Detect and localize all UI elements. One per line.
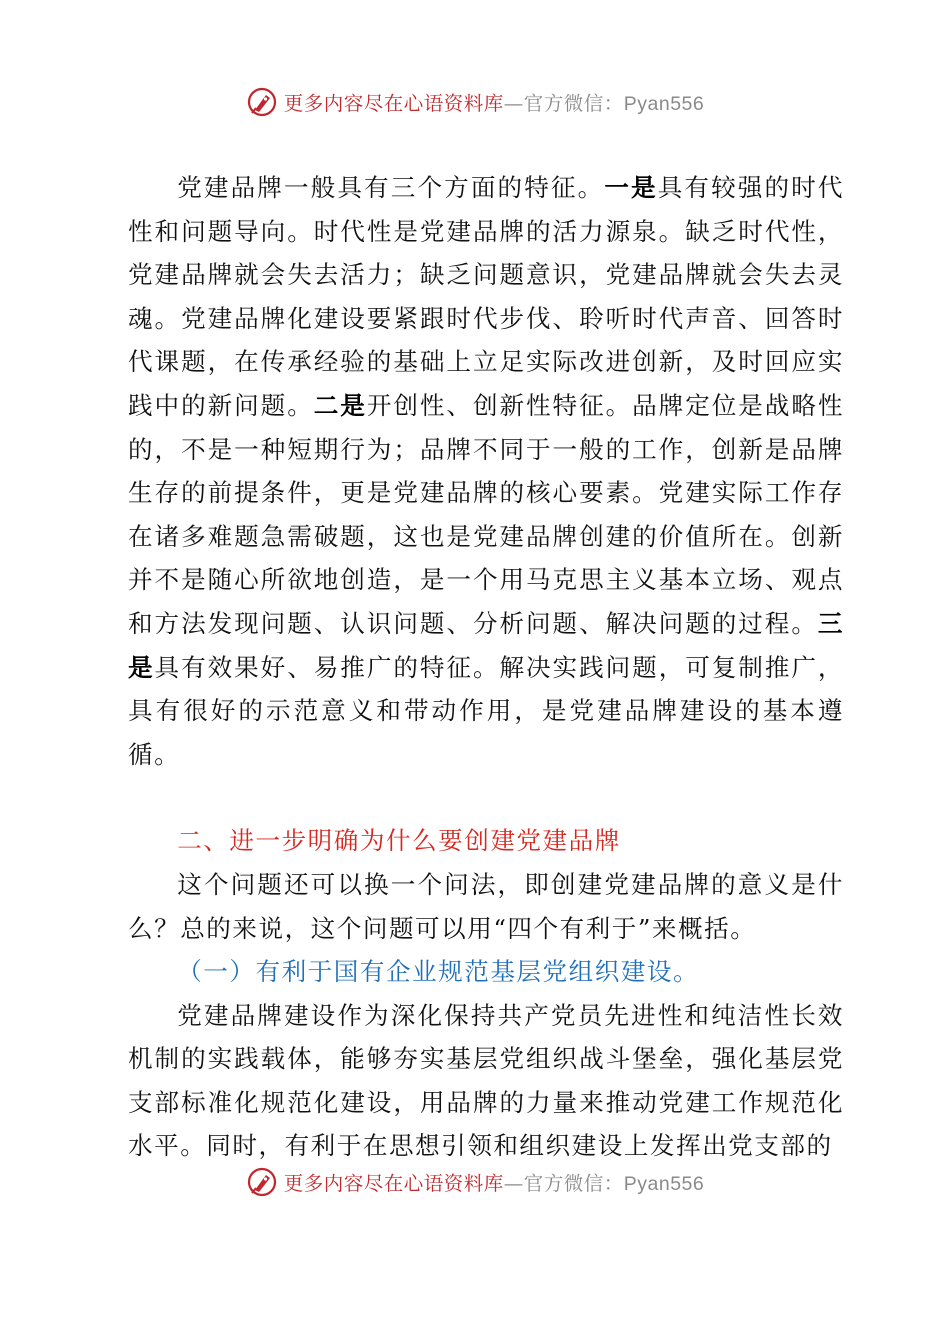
bold-marker-one: 一是	[604, 173, 658, 202]
section-spacer	[128, 776, 844, 819]
paragraph-question: 这个问题还可以换一个问法，即创建党建品牌的意义是什么？总的来说，这个问题可以用“四个有利于”来概括。	[128, 869, 844, 943]
watermark-wechat-id: Pyan556	[623, 1173, 705, 1195]
watermark-dash: —	[503, 92, 524, 115]
text-run: 开创性、创新性特征。品牌定位是战略性的，不是一种短期行为；品牌不同于一般的工作，创新是品牌生存的前提条件，更是党建品牌的核心要素。党建实际工作存在诸多难题急需破题，这也是党建品牌创建的价值所在。创新并不是随心所欲地创造，是一个用马克思主义基本立场、观点和方法发现问题、认识问题、分析问题、解决问题的过程。	[128, 390, 844, 638]
watermark-brand: 更多内容尽在心语资料库	[283, 1172, 504, 1195]
header-watermark-banner	[0, 82, 950, 122]
watermark-text	[284, 88, 705, 116]
text-run: 具有较强的时代性和问题导向。时代性是党建品牌的活力源泉。缺乏时代性，党建品牌就会失去活力；缺乏问题意识，党建品牌就会失去灵魂。党建品牌化建设要紧跟时代步伐、聆听时代声音、回答时代课题，在传承经验的基础上立足实际改进创新，及时回应实践中的新问题。	[128, 173, 844, 420]
footer-watermark-banner	[0, 1162, 950, 1202]
text-run: 具有效果好、易推广的特征。解决实践问题，可复制推广，具有很好的示范意义和带动作用，是党建品牌建设的基本遵循。	[128, 652, 844, 769]
watermark-wechat-label: 官方微信：	[523, 1172, 624, 1195]
paragraph-grassroots: 党建品牌建设作为深化保持共产党员先进性和纯洁性长效机制的实践载体，能够夯实基层党组织战斗堡垒，强化基层党支部标准化规范化建设，用品牌的力量来推动党建工作规范化水平。同时，有利于在思想引领和组织建设上发挥出党支部的	[128, 1000, 844, 1161]
watermark-wechat-label: 官方微信：	[523, 92, 624, 115]
footer-watermark	[246, 1166, 705, 1198]
bold-marker-two: 二是	[313, 390, 367, 420]
bold-marker-three: 三是	[128, 608, 844, 682]
paragraph-brand-features	[128, 166, 844, 776]
watermark-dash: —	[503, 1172, 524, 1195]
watermark-brand: 更多内容尽在心语资料库	[283, 92, 504, 115]
header-watermark	[246, 86, 705, 118]
document-body	[128, 166, 844, 1168]
text-run: 党建品牌一般具有三个方面的特征。	[177, 173, 605, 202]
watermark-wechat-id: Pyan556	[623, 93, 705, 115]
subsection-heading: （一）有利于国有企业规范基层党组织建设。	[177, 957, 700, 987]
watermark-text	[284, 1168, 705, 1196]
pen-nib-logo-icon	[246, 1166, 278, 1198]
section-heading: 二、进一步明确为什么要创建党建品牌	[177, 826, 621, 856]
pen-nib-logo-icon	[246, 86, 278, 118]
